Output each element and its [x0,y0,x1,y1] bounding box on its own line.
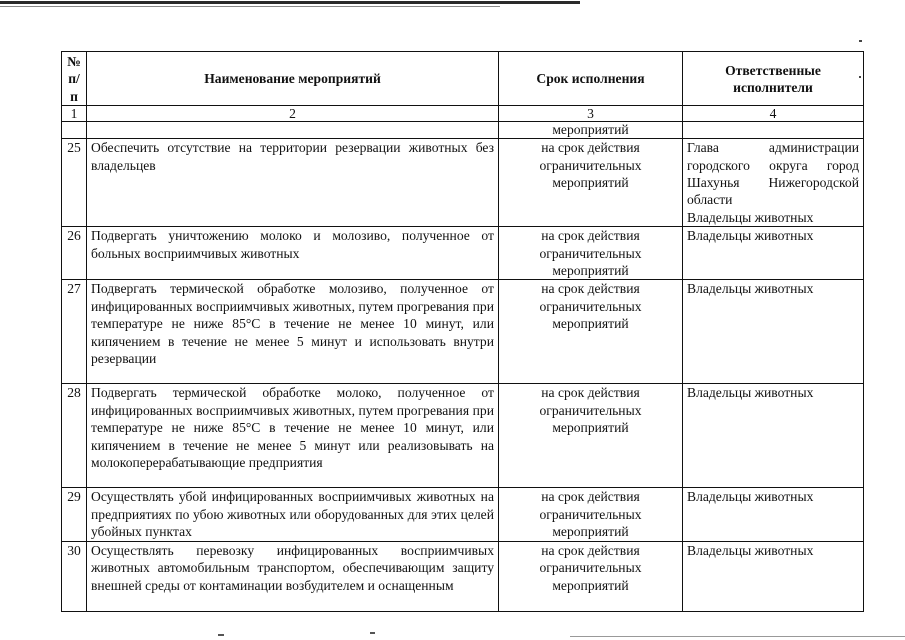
table-row [62,541,864,611]
header-responsible: Ответственные исполнители [683,52,864,106]
row-number: 29 [62,488,87,541]
header-number: № п/п [62,52,87,106]
responsible-text: Глава администрации городского округа город Шахунья Нижегородской области Владельцы животных [683,139,864,227]
measure-text: Подвергать термической обработке молоко, полученное от инфицированных восприимчивых животных, путем прогревания при температуре не ниже 85°С в течение не менее 10 минут, или кипячением в течение не менее 5 минут или реализовывать на молокоперерабатывающие предприятия [87,384,499,488]
measure-text: Осуществлять убой инфицированных восприимчивых животных на предприятиях по убою животных или оборудованных для этих целей убойных пунктах [87,488,499,541]
measure-text [87,122,499,139]
table-row [62,280,864,384]
header-deadline: Срок исполнения [499,52,683,106]
row-number: 30 [62,541,87,611]
deadline-text: на срок действия ограничительных мероприятий [499,384,683,488]
scan-artifact-top [0,1,580,4]
column-index-row [62,106,864,122]
responsible-text [683,122,864,139]
header-measure-name: Наименование мероприятий [87,52,499,106]
responsible-text: Владельцы животных [683,488,864,541]
column-index: 2 [87,106,499,122]
responsible-text: Владельцы животных [683,541,864,611]
responsible-text: Владельцы животных [683,280,864,384]
scan-artifact-top-thin [0,6,500,7]
table-row [62,488,864,541]
table-row [62,384,864,488]
row-number: 28 [62,384,87,488]
deadline-text: на срок действия ограничительных мероприятий [499,541,683,611]
responsible-text: Владельцы животных [683,227,864,280]
column-index: 3 [499,106,683,122]
row-number: 27 [62,280,87,384]
deadline-text: на срок действия ограничительных мероприятий [499,139,683,227]
deadline-text: на срок действия ограничительных мероприятий [499,227,683,280]
row-number: 25 [62,139,87,227]
scan-speck [859,40,862,42]
table-header-row [62,52,864,106]
responsible-text: Владельцы животных [683,384,864,488]
row-number: 26 [62,227,87,280]
deadline-text: на срок действия ограничительных мероприятий [499,280,683,384]
table-row [62,139,864,227]
table-row [62,227,864,280]
scan-speck [218,634,224,636]
measures-table [61,51,864,612]
measure-text: Осуществлять перевозку инфицированных восприимчивых животных автомобильным транспортом, обеспечивающим защиту внешней среды от контаминации возбудителем и оснащенным [87,541,499,611]
deadline-text: на срок действия ограничительных мероприятий [499,488,683,541]
scan-artifact-bottom [570,636,905,637]
column-index: 1 [62,106,87,122]
measure-text: Подвергать уничтожению молоко и молозиво, полученное от больных восприимчивых животных [87,227,499,280]
measure-text: Подвергать термической обработке молозиво, полученное от инфицированных восприимчивых животных, путем прогревания при температуре не ниже 85°С в течение не менее 10 минут, или кипячением в течение не менее 5 минут и использовать внутри резервации [87,280,499,384]
measure-text: Обеспечить отсутствие на территории резервации животных без владельцев [87,139,499,227]
deadline-text: мероприятий [499,122,683,139]
row-number [62,122,87,139]
column-index: 4 [683,106,864,122]
scan-speck [370,632,375,634]
continuation-row [62,122,864,139]
